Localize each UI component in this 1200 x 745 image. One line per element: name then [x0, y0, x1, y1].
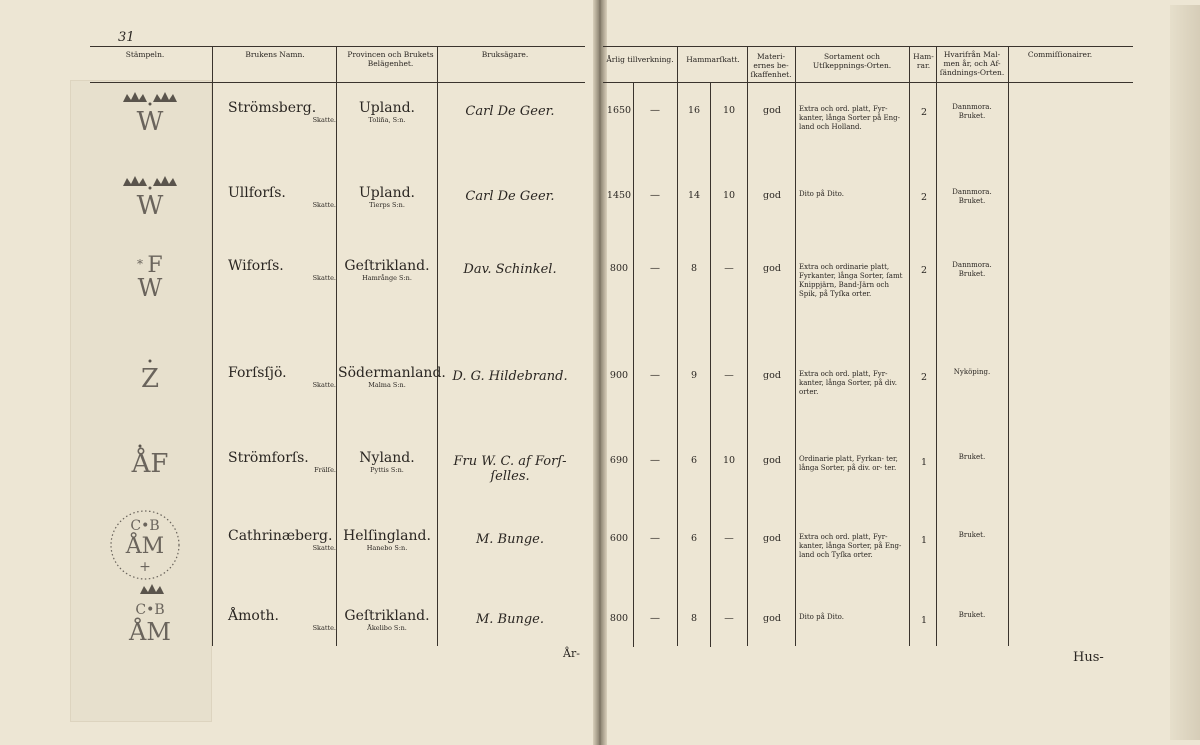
stamp-stromforss [110, 440, 190, 484]
annual-production: 900 [609, 370, 629, 381]
estate-name-text: Åmoth. [228, 608, 279, 624]
svg-text:W: W [136, 191, 164, 217]
estate-name [228, 185, 336, 209]
parish: Hamrånge S:n. [362, 274, 412, 282]
province-name: Helſingland. [343, 528, 431, 544]
province [338, 100, 436, 124]
header-commissioner: Commiſſionairer. [1027, 50, 1093, 59]
header-bottom-rule [90, 82, 585, 83]
hammarskatt-value: 14 [687, 190, 701, 201]
estate-name-text: Strömsberg. [228, 100, 317, 116]
parish: Malma S:n. [368, 381, 406, 389]
column-rule [747, 46, 748, 646]
header-bottom-rule [603, 82, 1133, 83]
estate-tenure: Frälſe. [314, 466, 336, 474]
assortment-text: Ordinarie platt, Fyrkan- ter, långa Sorter, på div. or- ter. [799, 455, 898, 472]
hammarskatt-fraction: — [724, 613, 734, 624]
estate-name-text: Ullforſs. [228, 185, 286, 201]
hammarskatt-value: 9 [690, 370, 698, 381]
assortment-text: Extra och ord. platt, Fyr- kanter, långa Sorter på Eng- land och Holland. [799, 105, 900, 131]
column-rule [437, 46, 438, 646]
hammer-count: 1 [920, 615, 928, 626]
header-hammers: Ham- rar. [913, 52, 934, 70]
catchword-left: År- [563, 647, 580, 660]
svg-text:ÅM: ÅM [129, 618, 171, 646]
province-name: Geſtrikland. [344, 608, 430, 624]
parish: Hanebo S:n. [366, 544, 408, 552]
material-quality: god [763, 455, 781, 466]
hammarskatt-fraction: — [724, 370, 734, 381]
estate-name-text: Wiforſs. [228, 258, 284, 274]
header-owner: Bruksägare. [481, 50, 529, 59]
estate-name-text: Cathrinæberg. [228, 528, 333, 544]
hammer-count: 2 [920, 192, 928, 203]
annual-production-secondary: — [650, 370, 660, 381]
province [338, 608, 436, 632]
owner-name: Fru W. C. af Forſ- ſelles. [453, 454, 567, 484]
hammarskatt-fraction: 10 [722, 105, 736, 116]
stamp-forssjo [115, 355, 185, 399]
cb-am-crown-stamp-icon [110, 582, 190, 647]
estate-name [228, 608, 336, 632]
material-quality: god [763, 190, 781, 201]
province [338, 528, 436, 552]
svg-text:C•B: C•B [130, 518, 160, 534]
estate-tenure: Skatte. [312, 624, 336, 632]
column-rule [336, 46, 337, 646]
province-name: Södermanland. [338, 365, 446, 381]
assortment-text: Dito på Dito. [799, 190, 844, 198]
owner-name: M. Bunge. [475, 612, 545, 627]
hammer-count: 1 [920, 535, 928, 546]
province-name: Upland. [358, 185, 415, 201]
parish: Pyttis S:n. [370, 466, 404, 474]
page-edge [1170, 5, 1200, 740]
double-crown-stamp-icon [115, 88, 185, 133]
province-name: Upland. [358, 100, 415, 116]
material-quality: god [763, 105, 781, 116]
estate-name [228, 365, 336, 389]
header-top-rule [90, 46, 585, 47]
header-hammarskatt: Hammarſkatt. [686, 55, 740, 64]
assortment-text: Extra och ord. platt, Fyr- kanter, långa Sorter, på div. orter. [799, 370, 897, 396]
estate-name [228, 528, 336, 552]
column-rule [633, 82, 634, 647]
estate-tenure: Skatte. [312, 201, 336, 209]
annual-production-secondary: — [650, 613, 660, 624]
svg-text:F: F [147, 253, 163, 278]
svg-text:C•B: C•B [135, 602, 165, 618]
origin-place: Dannmora. Bruket. [952, 103, 992, 120]
fw-stamp-icon [115, 250, 185, 300]
stamp-amoth [110, 582, 190, 651]
annual-production: 600 [609, 533, 629, 544]
assortment-text: Extra och ordinarie platt, Fyrkanter, långa Sorter, ſamt Knippjärn, Band-Järn och Spik, på Tyſka orter. [799, 263, 903, 298]
estate-tenure: Skatte. [312, 381, 336, 389]
hammer-count: 2 [920, 265, 928, 276]
hammarskatt-value: 8 [690, 263, 698, 274]
province [338, 365, 446, 389]
material-quality: god [763, 533, 781, 544]
svg-text:W: W [136, 107, 164, 133]
assortment-text: Dito på Dito. [799, 613, 844, 621]
origin-place: Bruket. [958, 531, 986, 539]
owner-name: Carl De Geer. [465, 104, 555, 119]
annual-production-secondary: — [650, 105, 660, 116]
province-name: Nyland. [359, 450, 415, 466]
hammer-count: 1 [920, 457, 928, 468]
hammer-count: 2 [920, 107, 928, 118]
origin-place: Bruket. [958, 453, 986, 461]
svg-text:+: + [139, 559, 151, 575]
page-number: 31 [118, 30, 135, 45]
hammarskatt-value: 6 [690, 533, 698, 544]
estate-name-text: Forſsſjö. [228, 365, 287, 381]
column-rule [677, 46, 678, 646]
estate-name [228, 450, 336, 474]
hammarskatt-fraction: 10 [722, 455, 736, 466]
province [338, 258, 436, 282]
annual-production: 1450 [606, 190, 632, 201]
province [338, 185, 436, 209]
stamp-ullforss [115, 172, 185, 221]
origin-place: Dannmora. Bruket. [952, 261, 992, 278]
origin-place: Bruket. [958, 611, 986, 619]
double-crown-stamp-icon [115, 172, 185, 217]
column-rule [212, 46, 213, 646]
stamp-cathrinaeberg [105, 505, 185, 589]
stamp-strömsberg [115, 88, 185, 137]
af-stamp-icon [110, 440, 190, 480]
hammarskatt-fraction: — [724, 263, 734, 274]
annual-production: 690 [609, 455, 629, 466]
annual-production-secondary: — [650, 190, 660, 201]
header-stamp: Stämpeln. [125, 50, 165, 59]
province [338, 450, 436, 474]
hammarskatt-fraction: 10 [722, 190, 736, 201]
owner-name: D. G. Hildebrand. [452, 369, 568, 384]
material-quality: god [763, 263, 781, 274]
header-estate: Brukens Namn. [245, 50, 305, 59]
column-rule [936, 46, 937, 646]
svg-text:Z: Z [140, 364, 160, 394]
assortment-text: Extra och ord. platt, Fyr- kanter, långa Sorter, på Eng- land och Tyſka orter. [799, 533, 902, 559]
annual-production: 1650 [606, 105, 632, 116]
stamp-wiforss [115, 250, 185, 304]
annual-production-secondary: — [650, 533, 660, 544]
origin-place: Dannmora. Bruket. [952, 188, 992, 205]
cb-am-ring-stamp-icon [105, 505, 185, 585]
header-origin: Hvarifrån Mal- men år, och Af- ſändnings-Orten. [939, 50, 1005, 77]
origin-place: Nyköping. [953, 368, 991, 376]
header-annual: Årlig tillverkning. [606, 55, 674, 64]
hammarskatt-fraction: — [724, 533, 734, 544]
hammer-count: 2 [920, 372, 928, 383]
column-rule [909, 46, 910, 646]
estate-tenure: Skatte. [312, 274, 336, 282]
svg-text:W: W [137, 274, 163, 300]
province-name: Geſtrikland. [344, 258, 430, 274]
svg-text:ÅM: ÅM [125, 534, 165, 559]
parish: Tierps S:n. [369, 201, 405, 209]
annual-production: 800 [609, 613, 629, 624]
material-quality: god [763, 370, 781, 381]
annual-production: 800 [609, 263, 629, 274]
material-quality: god [763, 613, 781, 624]
parish: Åkelibo S:n. [367, 624, 407, 632]
column-rule [1008, 46, 1009, 646]
header-province: Provincen och Brukets Belägenhet. [347, 50, 434, 68]
hammarskatt-value: 8 [690, 613, 698, 624]
header-assortment: Sortament och Utſkeppnings-Orten. [812, 52, 892, 70]
owner-name: M. Bunge. [475, 532, 545, 547]
estate-name [228, 258, 336, 282]
estate-name [228, 100, 336, 124]
estate-name-text: Strömforſs. [228, 450, 309, 466]
owner-name: Carl De Geer. [465, 189, 555, 204]
catchword-right: Hus- [1073, 650, 1104, 665]
svg-text:ÅF: ÅF [131, 449, 169, 479]
header-top-rule [603, 46, 1133, 47]
column-rule [710, 82, 711, 647]
z-stamp-icon [115, 355, 185, 395]
estate-tenure: Skatte. [312, 544, 336, 552]
annual-production-secondary: — [650, 455, 660, 466]
parish: Toliña, S:n. [368, 116, 406, 124]
hammarskatt-value: 6 [690, 455, 698, 466]
estate-tenure: Skatte. [312, 116, 336, 124]
hammarskatt-value: 16 [687, 105, 701, 116]
svg-text:*: * [137, 257, 143, 271]
header-material: Materi- ernes be- ſkaffenhet. [750, 52, 792, 79]
owner-name: Dav. Schinkel. [463, 262, 557, 277]
column-rule [795, 46, 796, 646]
annual-production-secondary: — [650, 263, 660, 274]
